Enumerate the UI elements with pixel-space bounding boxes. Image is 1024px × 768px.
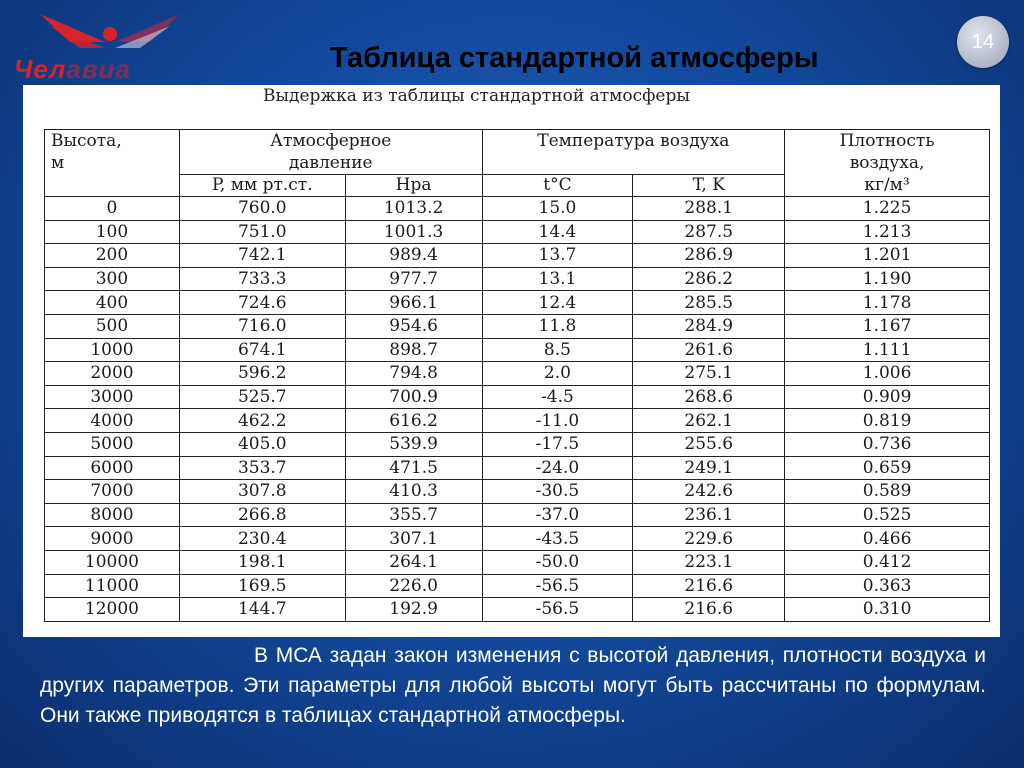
cell-pressure-hpa: 264.1 xyxy=(345,550,482,574)
cell-altitude: 10000 xyxy=(45,550,180,574)
cell-temp-k: 275.1 xyxy=(633,362,785,386)
cell-pressure-hpa: 616.2 xyxy=(345,409,482,433)
cell-pressure-mm: 716.0 xyxy=(179,314,345,338)
cell-temp-k: 268.6 xyxy=(633,385,785,409)
cell-altitude: 5000 xyxy=(45,432,180,456)
header-pressure-hpa: Hpa xyxy=(345,175,482,197)
cell-pressure-mm: 307.8 xyxy=(179,480,345,504)
table-row xyxy=(45,267,990,291)
cell-pressure-hpa: 1013.2 xyxy=(345,197,482,221)
cell-pressure-mm: 462.2 xyxy=(179,409,345,433)
cell-pressure-hpa: 898.7 xyxy=(345,338,482,362)
cell-density: 1.006 xyxy=(785,362,990,386)
cell-density: 0.466 xyxy=(785,527,990,551)
cell-pressure-hpa: 192.9 xyxy=(345,598,482,622)
cell-temp-c: 11.8 xyxy=(482,314,633,338)
cell-temp-c: -24.0 xyxy=(482,456,633,480)
cell-temp-k: 288.1 xyxy=(633,197,785,221)
cell-temp-k: 286.9 xyxy=(633,244,785,268)
cell-pressure-mm: 674.1 xyxy=(179,338,345,362)
table-row xyxy=(45,574,990,598)
cell-temp-k: 229.6 xyxy=(633,527,785,551)
cell-pressure-mm: 266.8 xyxy=(179,503,345,527)
table-row xyxy=(45,291,990,315)
cell-pressure-hpa: 794.8 xyxy=(345,362,482,386)
cell-temp-c: -4.5 xyxy=(482,385,633,409)
cell-temp-c: -17.5 xyxy=(482,432,633,456)
cell-pressure-hpa: 977.7 xyxy=(345,267,482,291)
cell-density: 0.659 xyxy=(785,456,990,480)
cell-temp-c: -56.5 xyxy=(482,574,633,598)
cell-temp-k: 236.1 xyxy=(633,503,785,527)
header-temp-c: t°C xyxy=(482,175,633,197)
cell-altitude: 1000 xyxy=(45,338,180,362)
cell-altitude: 11000 xyxy=(45,574,180,598)
cell-temp-k: 249.1 xyxy=(633,456,785,480)
cell-pressure-mm: 353.7 xyxy=(179,456,345,480)
slide-title xyxy=(330,42,819,75)
logo-text xyxy=(14,54,131,85)
cell-temp-k: 261.6 xyxy=(633,338,785,362)
header-pressure-line-2: давление xyxy=(288,153,373,173)
table-row xyxy=(45,197,990,221)
table-row xyxy=(45,598,990,622)
cell-density: 0.909 xyxy=(785,385,990,409)
excerpt-caption: Выдержка из таблицы стандартной атмосферы xyxy=(263,86,690,106)
cell-altitude: 4000 xyxy=(45,409,180,433)
cell-temp-c: 15.0 xyxy=(482,197,633,221)
cell-pressure-hpa: 355.7 xyxy=(345,503,482,527)
cell-temp-k: 284.9 xyxy=(633,314,785,338)
header-altitude xyxy=(45,130,180,197)
cell-density: 1.167 xyxy=(785,314,990,338)
table-row xyxy=(45,220,990,244)
cell-temp-c: -11.0 xyxy=(482,409,633,433)
cell-pressure-hpa: 966.1 xyxy=(345,291,482,315)
body-text-content: В МСА задан закон изменения с высотой давления, плотности воздуха и других параметров. Эти параметры для любой высоты могут быть рассчитаны по формулам. Они также приводятся в таблицах стандартной атмосферы. xyxy=(40,644,986,727)
cell-pressure-hpa: 471.5 xyxy=(345,456,482,480)
table-row xyxy=(45,432,990,456)
cell-pressure-hpa: 954.6 xyxy=(345,314,482,338)
page-number-badge: 14 xyxy=(957,16,1009,68)
cell-pressure-mm: 724.6 xyxy=(179,291,345,315)
cell-temp-k: 286.2 xyxy=(633,267,785,291)
cell-density: 1.201 xyxy=(785,244,990,268)
cell-altitude: 6000 xyxy=(45,456,180,480)
cell-altitude: 9000 xyxy=(45,527,180,551)
cell-temp-k: 216.6 xyxy=(633,574,785,598)
cell-pressure-mm: 230.4 xyxy=(179,527,345,551)
cell-density: 0.310 xyxy=(785,598,990,622)
header-density-line-3: кг/м³ xyxy=(864,175,910,195)
cell-density: 0.363 xyxy=(785,574,990,598)
table-row xyxy=(45,480,990,504)
cell-pressure-mm: 742.1 xyxy=(179,244,345,268)
cell-temp-c: 8.5 xyxy=(482,338,633,362)
cell-pressure-hpa: 307.1 xyxy=(345,527,482,551)
header-density-line-2: воздуха, xyxy=(849,153,925,173)
cell-altitude: 100 xyxy=(45,220,180,244)
header-pressure-mm: P, мм рт.ст. xyxy=(179,175,345,197)
cell-temp-c: 14.4 xyxy=(482,220,633,244)
cell-altitude: 2000 xyxy=(45,362,180,386)
cell-pressure-mm: 760.0 xyxy=(179,197,345,221)
header-temperature: Температура воздуха xyxy=(482,130,785,175)
cell-density: 1.178 xyxy=(785,291,990,315)
cell-pressure-hpa: 539.9 xyxy=(345,432,482,456)
cell-density: 1.213 xyxy=(785,220,990,244)
cell-temp-k: 262.1 xyxy=(633,409,785,433)
cell-altitude: 0 xyxy=(45,197,180,221)
cell-altitude: 3000 xyxy=(45,385,180,409)
header-density xyxy=(785,130,990,197)
table-sheet xyxy=(23,85,1000,637)
cell-temp-k: 242.6 xyxy=(633,480,785,504)
cell-temp-k: 285.5 xyxy=(633,291,785,315)
header-temp-k: T, K xyxy=(633,175,785,197)
header-altitude-line-1: Высота, xyxy=(51,131,122,151)
logo-text-part-2: авиа xyxy=(66,54,131,84)
cell-temp-c: -43.5 xyxy=(482,527,633,551)
table-row xyxy=(45,314,990,338)
table-row xyxy=(45,385,990,409)
cell-pressure-hpa: 226.0 xyxy=(345,574,482,598)
table-row xyxy=(45,362,990,386)
cell-pressure-hpa: 989.4 xyxy=(345,244,482,268)
cell-temp-c: 12.4 xyxy=(482,291,633,315)
cell-temp-c: -50.0 xyxy=(482,550,633,574)
table-row xyxy=(45,527,990,551)
cell-temp-c: 13.1 xyxy=(482,267,633,291)
cell-temp-c: 2.0 xyxy=(482,362,633,386)
cell-pressure-mm: 198.1 xyxy=(179,550,345,574)
cell-temp-k: 216.6 xyxy=(633,598,785,622)
cell-temp-k: 223.1 xyxy=(633,550,785,574)
cell-altitude: 12000 xyxy=(45,598,180,622)
cell-pressure-mm: 596.2 xyxy=(179,362,345,386)
standard-atmosphere-table xyxy=(44,129,990,622)
slide-title-text: Таблица стандартной атмосферы xyxy=(330,42,819,74)
cell-temp-k: 255.6 xyxy=(633,432,785,456)
cell-altitude: 400 xyxy=(45,291,180,315)
cell-pressure-mm: 405.0 xyxy=(179,432,345,456)
body-text xyxy=(40,641,986,731)
cell-pressure-hpa: 1001.3 xyxy=(345,220,482,244)
cell-altitude: 500 xyxy=(45,314,180,338)
header-pressure-line-1: Атмосферное xyxy=(270,131,392,151)
table-row xyxy=(45,409,990,433)
cell-density: 0.525 xyxy=(785,503,990,527)
header-density-line-1: Плотность xyxy=(839,131,935,151)
header-altitude-line-2: м xyxy=(51,153,65,173)
cell-density: 1.225 xyxy=(785,197,990,221)
cell-altitude: 7000 xyxy=(45,480,180,504)
cell-temp-c: -37.0 xyxy=(482,503,633,527)
cell-temp-c: -30.5 xyxy=(482,480,633,504)
table-row xyxy=(45,550,990,574)
logo-text-part-1: Чел xyxy=(14,54,67,84)
cell-altitude: 200 xyxy=(45,244,180,268)
cell-pressure-hpa: 700.9 xyxy=(345,385,482,409)
cell-density: 0.819 xyxy=(785,409,990,433)
cell-pressure-mm: 733.3 xyxy=(179,267,345,291)
cell-density: 0.589 xyxy=(785,480,990,504)
cell-density: 0.412 xyxy=(785,550,990,574)
table-body xyxy=(45,197,990,622)
table-row xyxy=(45,244,990,268)
header-pressure xyxy=(179,130,482,175)
cell-temp-c: 13.7 xyxy=(482,244,633,268)
cell-pressure-mm: 525.7 xyxy=(179,385,345,409)
cell-temp-k: 287.5 xyxy=(633,220,785,244)
cell-temp-c: -56.5 xyxy=(482,598,633,622)
table-row xyxy=(45,456,990,480)
cell-pressure-hpa: 410.3 xyxy=(345,480,482,504)
cell-pressure-mm: 751.0 xyxy=(179,220,345,244)
cell-density: 1.111 xyxy=(785,338,990,362)
cell-pressure-mm: 144.7 xyxy=(179,598,345,622)
cell-density: 1.190 xyxy=(785,267,990,291)
cell-pressure-mm: 169.5 xyxy=(179,574,345,598)
cell-density: 0.736 xyxy=(785,432,990,456)
table-row xyxy=(45,338,990,362)
table-row xyxy=(45,503,990,527)
cell-altitude: 8000 xyxy=(45,503,180,527)
cell-altitude: 300 xyxy=(45,267,180,291)
